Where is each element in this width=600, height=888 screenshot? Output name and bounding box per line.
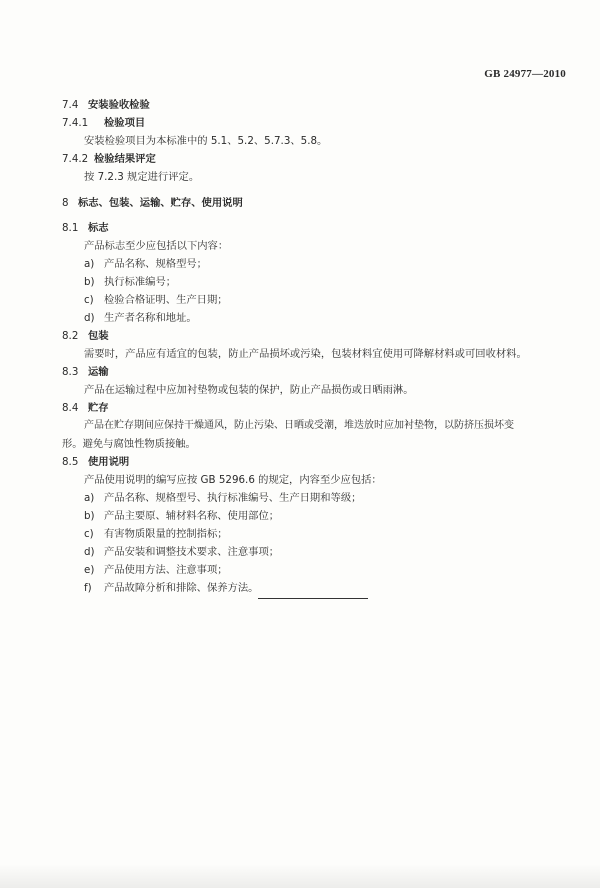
paragraph-8-1-intro: 产品标志至少应包括以下内容： xyxy=(84,240,229,252)
list-item xyxy=(84,545,279,559)
section-heading-8-4 xyxy=(62,401,109,415)
section-heading-7-4-2 xyxy=(62,152,156,166)
list-item-text: 产品主要原、辅材料名称、使用部位； xyxy=(104,510,280,522)
section-heading-8 xyxy=(62,196,243,210)
paragraph-8-5-intro: 产品使用说明的编写应按 GB 5296.6 的规定，内容至少应包括： xyxy=(84,474,382,486)
section-heading-8-5 xyxy=(62,455,129,469)
section-title: 贮存 xyxy=(88,402,109,414)
section-title: 检验项目 xyxy=(104,117,146,129)
list-item xyxy=(84,581,258,595)
list-item-marker: b) xyxy=(84,276,95,288)
section-heading-8-2 xyxy=(62,329,109,343)
list-item xyxy=(84,563,228,577)
section-title: 使用说明 xyxy=(88,456,130,468)
section-title: 安装验收检验 xyxy=(88,99,150,111)
paragraph-8-4-line-2: 形。避免与腐蚀性物质接触。 xyxy=(62,438,196,450)
list-item-text: 产品名称、规格型号； xyxy=(104,258,207,270)
list-item-marker: c) xyxy=(84,528,94,540)
section-title: 标志、包装、运输、贮存、使用说明 xyxy=(78,197,243,209)
list-item xyxy=(84,491,361,505)
list-item xyxy=(84,509,279,523)
list-item-marker: a) xyxy=(84,258,95,270)
list-item xyxy=(84,527,228,541)
section-number: 7.4 xyxy=(62,99,79,111)
scan-shadow xyxy=(0,864,600,888)
section-heading-7-4-1 xyxy=(62,116,145,130)
section-number: 8.3 xyxy=(62,366,79,378)
list-item xyxy=(84,293,228,307)
list-item xyxy=(84,257,207,271)
list-item xyxy=(84,275,176,289)
section-heading-8-3 xyxy=(62,365,109,379)
list-item-marker: a) xyxy=(84,492,95,504)
section-number: 8.1 xyxy=(62,222,79,234)
list-item-text: 有害物质限量的控制指标； xyxy=(104,528,228,540)
section-number: 8 xyxy=(62,197,69,209)
standard-number: GB 24977—2010 xyxy=(484,68,566,80)
section-title: 包装 xyxy=(88,330,109,342)
list-item-text: 产品名称、规格型号、执行标准编号、生产日期和等级； xyxy=(104,492,362,504)
paragraph-8-2: 需要时，产品应有适宜的包装，防止产品损坏或污染，包装材料宜使用可降解材料或可回收材料。 xyxy=(84,348,527,360)
section-number: 8.5 xyxy=(62,456,79,468)
list-item-text: 生产者名称和地址。 xyxy=(104,312,197,324)
section-heading-8-1 xyxy=(62,221,109,235)
list-item-marker: e) xyxy=(84,564,95,576)
paragraph-8-4-line-1: 产品在贮存期间应保持干燥通风，防止污染、日晒或受潮，堆迭放时应加衬垫物，以防挤压损坏变 xyxy=(84,420,514,431)
list-item xyxy=(84,311,197,325)
section-number: 8.4 xyxy=(62,402,79,414)
section-number: 7.4.1 xyxy=(62,117,89,129)
section-number: 8.2 xyxy=(62,330,79,342)
list-item-marker: c) xyxy=(84,294,94,306)
list-item-marker: d) xyxy=(84,546,95,558)
list-item-text: 产品使用方法、注意事项； xyxy=(104,564,228,576)
list-item-marker: f) xyxy=(84,582,92,594)
list-item-text: 产品故障分析和排除、保养方法。 xyxy=(104,582,259,594)
section-title: 运输 xyxy=(88,366,109,378)
section-heading-7-4 xyxy=(62,98,150,112)
section-title: 检验结果评定 xyxy=(94,153,156,165)
section-title: 标志 xyxy=(88,222,109,234)
section-number: 7.4.2 xyxy=(62,153,89,165)
list-item-marker: b) xyxy=(84,510,95,522)
list-item-marker: d) xyxy=(84,312,95,324)
list-item-text: 产品安装和调整技术要求、注意事项； xyxy=(104,546,280,558)
paragraph-7-4-1: 安装检验项目为本标准中的 5.1、5.2、5.7.3、5.8。 xyxy=(84,135,328,147)
paragraph-7-4-2: 按 7.2.3 规定进行评定。 xyxy=(84,171,200,183)
list-item-text: 执行标准编号； xyxy=(104,276,177,288)
paragraph-8-3: 产品在运输过程中应加衬垫物或包装的保护，防止产品损伤或日晒雨淋。 xyxy=(84,384,414,396)
list-item-text: 检验合格证明、生产日期； xyxy=(104,294,228,306)
end-divider xyxy=(258,598,368,599)
